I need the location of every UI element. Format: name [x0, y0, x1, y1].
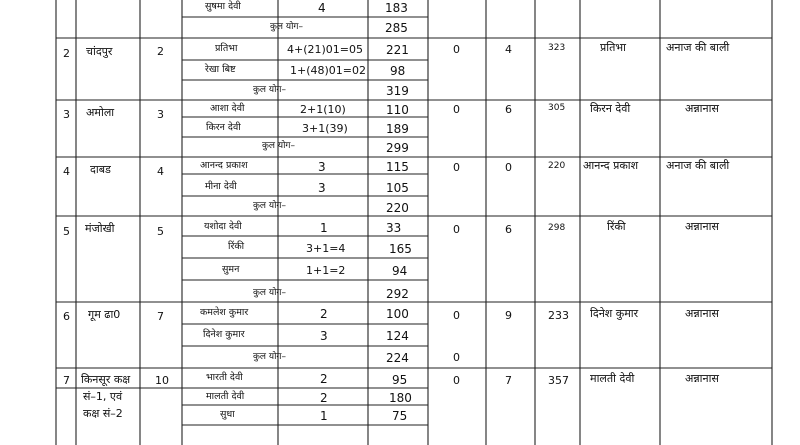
- row-4-member-1-seeds: 3: [318, 160, 326, 174]
- row-7-member-3-seeds: 1: [320, 409, 328, 423]
- top-member-name: सुषमा देवी: [205, 1, 241, 12]
- row-5-winner: रिंकी: [607, 220, 626, 233]
- row-2-total: 319: [386, 84, 409, 98]
- row-6-member-2-amount: 124: [386, 329, 409, 343]
- top-total-label: कुल योग–: [270, 22, 303, 32]
- row-7-member-2-amount: 180: [389, 391, 412, 405]
- row-5-member-1-amount: 33: [386, 221, 402, 235]
- row-3-member-1-name: आशा देवी: [210, 103, 245, 114]
- row-2-member-2-amount: 98: [390, 64, 406, 78]
- row-7-member-1-seeds: 2: [320, 372, 328, 386]
- row-5-count: 5: [157, 225, 164, 238]
- row-3-count: 3: [157, 108, 164, 121]
- row-4-total-label: कुल योग–: [253, 201, 286, 211]
- row-3-member-2-seeds: 3+1(39): [302, 122, 348, 135]
- row-4-col8: 220: [548, 161, 566, 171]
- row-7-village-line-1: किनसूर कक्ष: [81, 373, 131, 386]
- row-4-total: 220: [386, 201, 409, 215]
- row-2-member-2-name: रेखा बिष्ट: [205, 64, 236, 75]
- row-2-member-2-seeds: 1+(48)01=02: [290, 64, 367, 77]
- row-4-member-2-name: मीना देवी: [205, 181, 237, 192]
- row-7-member-3-name: सुधा: [220, 409, 235, 420]
- row-2-col7: 4: [505, 43, 512, 56]
- row-6-crop: अन्नानास: [685, 307, 719, 320]
- row-6-total-label: कुल योग–: [253, 352, 286, 362]
- row-7-village-line-3: कक्ष सं–2: [83, 407, 123, 420]
- top-member-seeds: 4: [318, 1, 326, 15]
- row-3-col8: 305: [548, 103, 566, 113]
- row-4-member-1-name: आनन्द प्रकाश: [200, 160, 248, 171]
- row-2-col8: 323: [548, 43, 566, 53]
- row-5-member-3-name: सुमन: [222, 264, 240, 275]
- row-5-member-3-amount: 94: [392, 264, 408, 278]
- row-5-member-2-seeds: 3+1=4: [306, 242, 346, 255]
- row-6-winner: दिनेश कुमार: [590, 307, 639, 320]
- row-6-member-1-seeds: 2: [320, 307, 328, 321]
- row-6-member-2-name: दिनेश कुमार: [203, 329, 245, 340]
- row-7-winner: मालती देवी: [590, 372, 635, 385]
- row-7-col7: 7: [505, 374, 512, 387]
- row-6-member-1-name: कमलेश कुमार: [200, 307, 249, 318]
- row-5-col7: 6: [505, 223, 512, 236]
- row-2-member-1-name: प्रतिभा: [215, 43, 238, 54]
- row-7-member-1-name: भारती देवी: [206, 372, 243, 383]
- row-2-winner: प्रतिभा: [600, 41, 626, 54]
- row-2-col6: 0: [453, 43, 460, 56]
- row-4-col6: 0: [453, 161, 460, 174]
- row-3-member-1-seeds: 2+1(10): [300, 103, 346, 116]
- row-2-total-label: कुल योग–: [253, 85, 286, 95]
- row-7-col8: 357: [548, 374, 569, 387]
- row-6-count: 7: [157, 310, 164, 323]
- row-3-member-2-amount: 189: [386, 122, 409, 136]
- row-6-col6: 0: [453, 309, 460, 322]
- row-4-sno: 4: [63, 165, 70, 178]
- row-7-member-1-amount: 95: [392, 373, 408, 387]
- row-3-member-2-name: किरन देवी: [206, 122, 241, 133]
- row-4-winner: आनन्द प्रकाश: [583, 159, 639, 172]
- row-3-village: अमोला: [86, 106, 115, 119]
- row-7-crop: अन्नानास: [685, 372, 719, 385]
- row-5-crop: अन्नानास: [685, 220, 719, 233]
- row-5-col6: 0: [453, 223, 460, 236]
- row-2-village: चांदपुर: [86, 45, 113, 58]
- row-7-sno: 7: [63, 374, 70, 387]
- row-6-col8: 233: [548, 309, 569, 322]
- row-5-col8: 298: [548, 223, 566, 233]
- row-3-total: 299: [386, 141, 409, 155]
- row-2-member-1-seeds: 4+(21)01=05: [287, 43, 364, 56]
- row-2-crop: अनाज की बाली: [666, 41, 730, 54]
- row-4-crop: अनाज की बाली: [666, 159, 730, 172]
- row-5-total-label: कुल योग–: [253, 288, 286, 298]
- row-3-col6: 0: [453, 103, 460, 116]
- row-5-total: 292: [386, 287, 409, 301]
- row-5-member-1-seeds: 1: [320, 221, 328, 235]
- row-2-sno: 2: [63, 47, 70, 60]
- row-5-member-2-amount: 165: [389, 242, 412, 256]
- row-7-village-line-2: सं–1, एवं: [83, 390, 123, 403]
- row-6-col7: 9: [505, 309, 512, 322]
- row-5-member-1-name: यशोदा देवी: [204, 221, 242, 232]
- row-7-member-2-seeds: 2: [320, 391, 328, 405]
- row-4-member-1-amount: 115: [386, 160, 409, 174]
- row-7-member-3-amount: 75: [392, 409, 408, 423]
- row-2-count: 2: [157, 45, 164, 58]
- row-3-member-1-amount: 110: [386, 103, 409, 117]
- row-6-sno: 6: [63, 310, 70, 323]
- row-4-col7: 0: [505, 161, 512, 174]
- row-3-col7: 6: [505, 103, 512, 116]
- row-4-member-2-amount: 105: [386, 181, 409, 195]
- row-3-crop: अन्नानास: [685, 102, 719, 115]
- row-7-count: 10: [155, 374, 169, 387]
- row-5-village: मंजोखी: [85, 222, 115, 235]
- row-7-member-2-name: मालती देवी: [206, 391, 245, 402]
- row-6-total-extra: 0: [453, 351, 460, 364]
- top-total-value: 285: [385, 21, 408, 35]
- row-5-sno: 5: [63, 225, 70, 238]
- row-3-total-label: कुल योग–: [262, 141, 295, 151]
- row-3-winner: किरन देवी: [590, 102, 631, 115]
- row-7-col6: 0: [453, 374, 460, 387]
- row-2-member-1-amount: 221: [386, 43, 409, 57]
- row-6-member-1-amount: 100: [386, 307, 409, 321]
- row-4-member-2-seeds: 3: [318, 181, 326, 195]
- row-4-count: 4: [157, 165, 164, 178]
- row-5-member-3-seeds: 1+1=2: [306, 264, 346, 277]
- row-6-member-2-seeds: 3: [320, 329, 328, 343]
- row-4-village: दाबड: [90, 163, 111, 176]
- row-6-village: गूम ढा0: [88, 308, 121, 321]
- row-6-total: 224: [386, 351, 409, 365]
- row-3-sno: 3: [63, 108, 70, 121]
- top-member-amount: 183: [385, 1, 408, 15]
- row-5-member-2-name: रिंकी: [228, 241, 245, 252]
